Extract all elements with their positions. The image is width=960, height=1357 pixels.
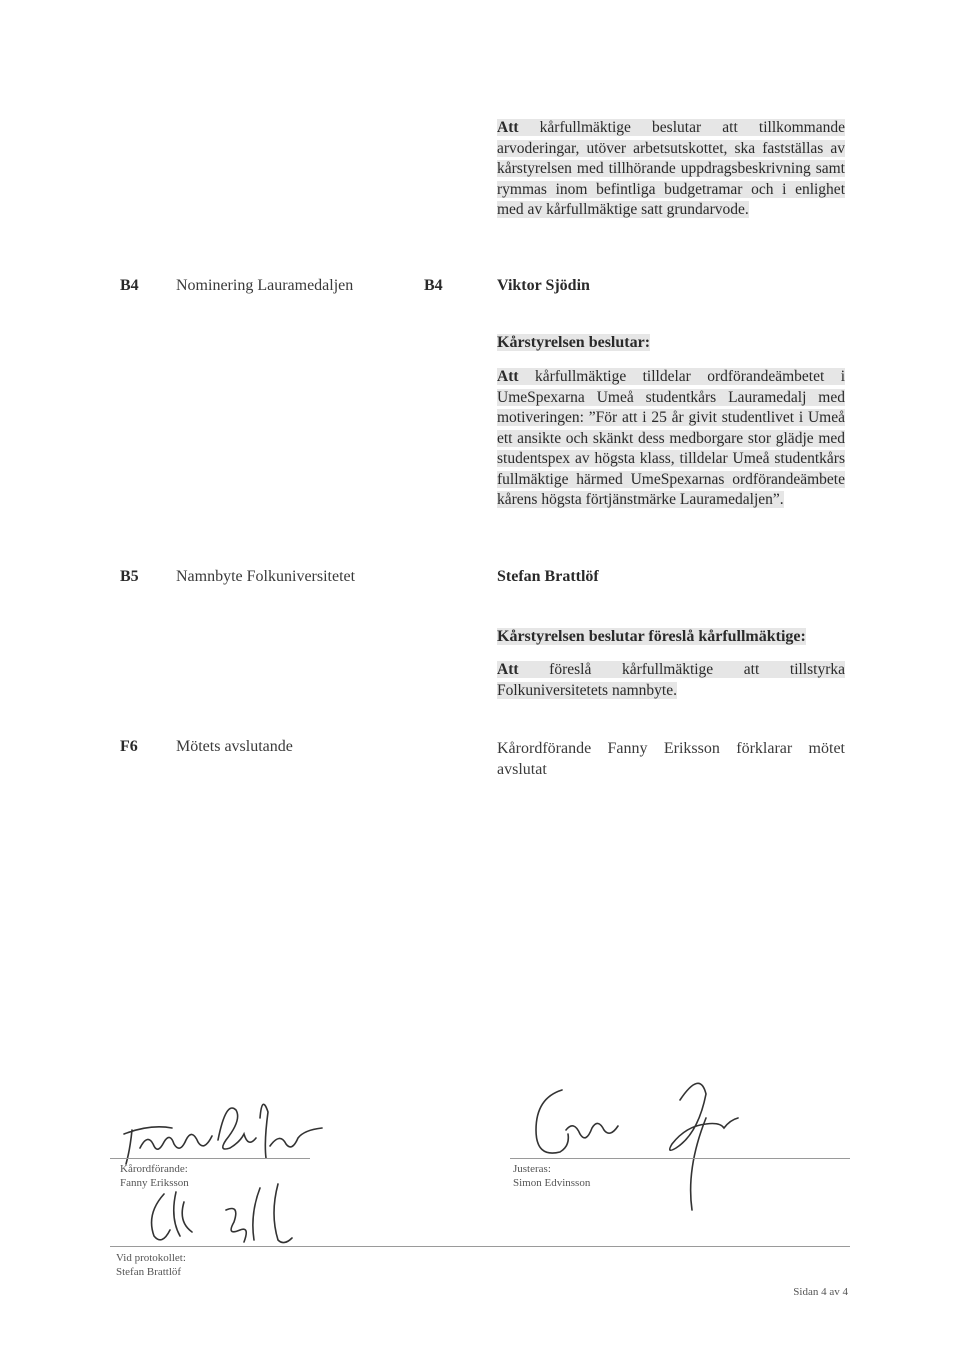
item-f6-title: Mötets avslutande bbox=[176, 738, 293, 755]
item-b5-att: Att bbox=[497, 661, 519, 678]
secretary-name: Stefan Brattlöf bbox=[116, 1266, 182, 1278]
item-b5-title: Namnbyte Folkuniversitetet bbox=[176, 568, 356, 585]
item-b4-code: B4 bbox=[120, 277, 139, 294]
chair-role: Kårordförande: bbox=[120, 1163, 188, 1175]
top-decision bbox=[497, 118, 845, 221]
adjuster-label bbox=[513, 1162, 590, 1190]
chair-signature-line bbox=[110, 1158, 310, 1159]
page-number: Sidan 4 av 4 bbox=[793, 1286, 848, 1298]
item-b4-att: Att bbox=[497, 368, 519, 385]
secretary-signature-line bbox=[110, 1246, 850, 1247]
item-b5-code: B5 bbox=[120, 568, 139, 585]
item-b4-text: kårfullmäktige tilldelar ordförandeämbetet i UmeSpexarna Umeå studentkårs Lauramedalj med motiveringen: ”För att i 25 år givit studentlivet i Umeå ett ansikte och skänkt dess medborgare stor glädje med studentspex av högsta klass, tilldelar Umeå studentkårs fullmäktige härmed UmeSpexarnas ordförandeämbete kårens högsta förtjänstmärke Lauramedaljen”. bbox=[497, 368, 846, 508]
item-b5-decision bbox=[497, 660, 845, 701]
adjuster-name: Simon Edvinsson bbox=[513, 1177, 591, 1189]
item-b5-person: Stefan Brattlöf bbox=[497, 568, 599, 585]
item-b4-code-repeat: B4 bbox=[424, 277, 443, 294]
item-b5-text: föreslå kårfullmäktige att tillstyrka Folkuniversitetets namnbyte. bbox=[497, 661, 846, 699]
secretary-label bbox=[116, 1251, 186, 1279]
item-b4-decision bbox=[497, 367, 845, 511]
secretary-signature bbox=[140, 1180, 320, 1250]
top-decision-text: kårfullmäktige beslutar att tillkommande arvoderingar, utöver arbetsutskottet, ska fastställas av kårstyrelsen med tillhörande uppdragsbeskrivning samt rymmas inom befintliga budgetramar och i enlighet med av kårfullmäktige satt grundarvode. bbox=[497, 119, 845, 218]
chair-name: Fanny Eriksson bbox=[120, 1177, 189, 1189]
item-b5-heading: Kårstyrelsen beslutar föreslå kårfullmäktige: bbox=[497, 628, 806, 645]
adjuster-signature-line bbox=[510, 1158, 850, 1159]
item-f6-code: F6 bbox=[120, 738, 138, 755]
adjuster-role: Justeras: bbox=[513, 1163, 551, 1175]
item-f6-text: Kårordförande Fanny Eriksson förklarar mötet avslutat bbox=[497, 740, 845, 778]
item-b4-title: Nominering Lauramedaljen bbox=[176, 277, 354, 294]
item-b4-person: Viktor Sjödin bbox=[497, 277, 590, 294]
secretary-role: Vid protokollet: bbox=[116, 1252, 186, 1264]
top-decision-att: Att bbox=[497, 119, 519, 136]
item-b4-heading: Kårstyrelsen beslutar: bbox=[497, 334, 651, 351]
